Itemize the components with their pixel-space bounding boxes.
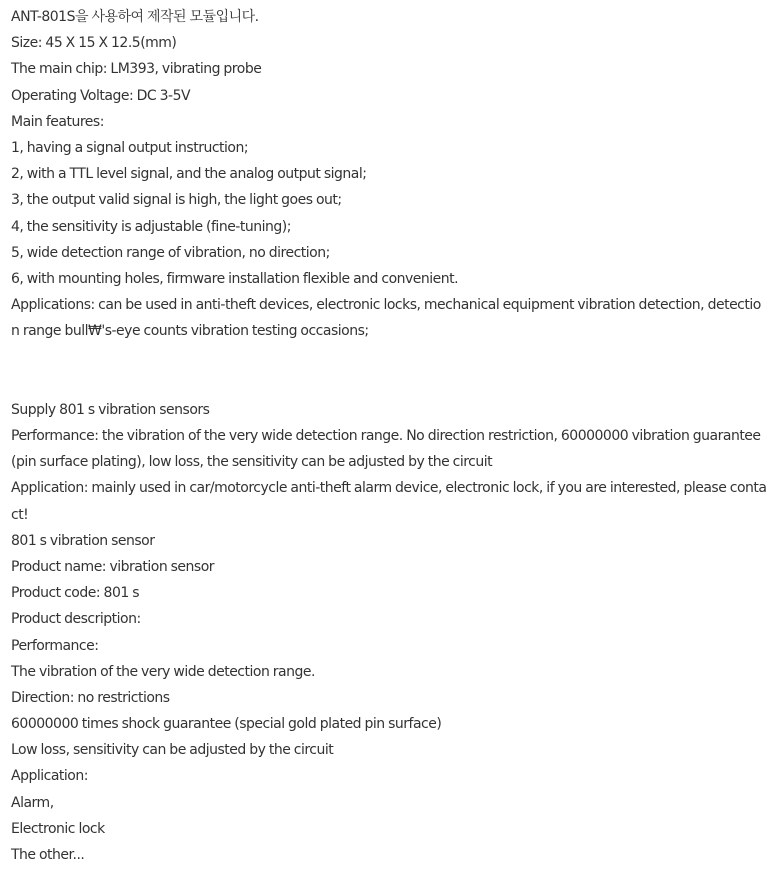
applications-line: Applications: can be used in anti-theft devices, electronic locks, mechanical equipment vibration detection, detectio — [11, 297, 761, 314]
direction-line: Direction: no restrictions — [11, 689, 170, 706]
application-item: The other... — [11, 847, 85, 864]
feature-item: 6, with mounting holes, firmware installation flexible and convenient. — [11, 270, 459, 287]
low-loss-line: Low loss, sensitivity can be adjusted by the circuit — [11, 742, 334, 759]
product-description-text — [11, 4, 767, 868]
size-line: Size: 45 X 15 X 12.5(mm) — [11, 35, 177, 52]
operating-voltage-line: Operating Voltage: DC 3-5V — [11, 87, 191, 104]
detection-range-line: The vibration of the very wide detection range. — [11, 663, 315, 680]
performance-heading: Performance: — [11, 637, 99, 654]
performance-line: Performance: the vibration of the very wide detection range. No direction restriction, 60000000 vibration guarantee — [11, 428, 761, 445]
module-intro-line: ANT-801S을 사용하여 제작된 모듈입니다. — [11, 9, 259, 25]
applications-line-continued: n range bull₩'s-eye counts vibration testing occasions; — [11, 323, 369, 340]
feature-item: 3, the output valid signal is high, the light goes out; — [11, 192, 342, 209]
sensor-heading: 801 s vibration sensor — [11, 532, 155, 549]
application-item: Electronic lock — [11, 820, 105, 837]
main-features-heading: Main features: — [11, 113, 104, 130]
product-code-line: Product code: 801 s — [11, 585, 140, 602]
feature-item: 4, the sensitivity is adjustable (fine-tuning); — [11, 218, 291, 235]
supply-line: Supply 801 s vibration sensors — [11, 401, 210, 418]
feature-item: 2, with a TTL level signal, and the analog output signal; — [11, 166, 367, 183]
product-name-line: Product name: vibration sensor — [11, 558, 215, 575]
application-line: Application: mainly used in car/motorcycle anti-theft alarm device, electronic lock, if you are interested, please conta — [11, 480, 767, 497]
application-item: Alarm, — [11, 794, 54, 811]
feature-item: 1, having a signal output instruction; — [11, 139, 249, 156]
shock-guarantee-line: 60000000 times shock guarantee (special gold plated pin surface) — [11, 716, 442, 733]
application-heading: Application: — [11, 768, 88, 785]
feature-item: 5, wide detection range of vibration, no direction; — [11, 244, 330, 261]
product-description-heading: Product description: — [11, 611, 141, 628]
application-line-continued: ct! — [11, 506, 29, 523]
section-spacer — [11, 344, 763, 396]
performance-line-continued: (pin surface plating), low loss, the sensitivity can be adjusted by the circuit — [11, 454, 493, 471]
main-chip-line: The main chip: LM393, vibrating probe — [11, 61, 262, 78]
